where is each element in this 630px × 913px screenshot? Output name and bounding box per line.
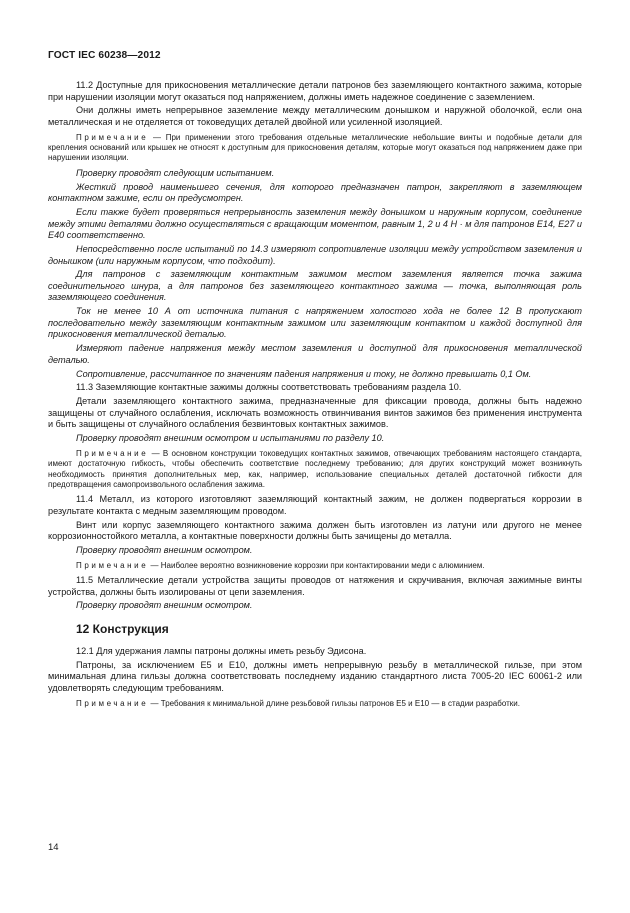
note-text: — В основном конструкции токоведущих контактных зажимов, отвечающих требованиям настоящего стандарта, имеют достаточную гибкость, чтобы обеспечить соответствие последнему требованию; для других конструкций может возникнуть необходимость принятия дополнительных мер, как, например, использование специальных деталей достаточной гибкости для предотвращения самопроизвольного ослабления зажима. xyxy=(48,448,582,489)
test-paragraph: Жесткий провод наименьшего сечения, для которого предназначен патрон, закрепляют в заземляющем контактном зажиме, если он предусмотрен. xyxy=(48,181,582,204)
page-number: 14 xyxy=(48,842,59,853)
note-label: Примечание xyxy=(76,698,149,708)
test-paragraph: Проверку проводят внешним осмотром и испытаниями по разделу 10. xyxy=(76,433,385,444)
clause-11-3: 11.3 Заземляющие контактные зажимы должны соответствовать требованиям раздела 10. xyxy=(76,382,462,393)
note-text: — При применении этого требования отдельные металлические небольшие винты и подобные детали для крепления оснований или крышек не относят к доступным для прикосновения деталям, которые могут оказаться под напряжением даже при нарушении изоляции. xyxy=(48,132,582,163)
note-text: — Требования к минимальной длине резьбовой гильзы патронов E5 и E10 — в стадии разработки. xyxy=(148,698,520,708)
note xyxy=(48,133,582,164)
test-paragraph: Сопротивление, рассчитанное по значениям падения напряжения и току, не должно превышать 0,1 Ом. xyxy=(76,368,532,379)
clause-11-4: 11.4 Металл, из которого изготовляют заземляющий контактный зажим, не должен подвергаться коррозии в результате контакта с медным заземляющим проводом. xyxy=(48,494,582,516)
paragraph: Они должны иметь непрерывное заземление между металлическим донышком и наружной оболочкой, если она металлическая и не отделяется от токоведущих деталей двойной или усиленной изоляцией. xyxy=(48,105,582,127)
test-paragraph: Измеряют падение напряжения между местом заземления и доступной для прикосновения металлической деталью. xyxy=(48,343,582,365)
clause-12-1: 12.1 Для удержания лампы патроны должны иметь резьбу Эдисона. xyxy=(76,646,367,657)
test-paragraph: Если также будет проверяться непрерывность заземления между донышком и наружным корпусом, соединение между этими деталями должно осуществляться с вращающим моментом, равным 1, 2 и 4 Н · м для патронов E14, E27 и E40 соответственно. xyxy=(48,206,582,241)
note-label: Примечание xyxy=(76,448,149,458)
section-heading: 12 Конструкция xyxy=(76,622,169,637)
note xyxy=(48,449,582,491)
test-paragraph: Непосредственно после испытаний по 14.3 измеряют сопротивление изоляции между устройством заземления и донышком (или наружным корпусом, что подходит). xyxy=(48,243,582,266)
note-text: — Наиболее вероятно возникновение коррозии при контактировании меди с алюминием. xyxy=(148,560,485,570)
running-header: ГОСТ IEC 60238—2012 xyxy=(48,50,161,61)
paragraph: Детали заземляющего контактного зажима, предназначенные для фиксации провода, должны быть надежно защищены от случайного ослабления, исключать возможность отвинчивания винтов зажимов без применения инструмента и быть защищены от случайного ослабления безвинтовых контактных зажимов. xyxy=(48,396,582,430)
page-body xyxy=(48,80,582,713)
note xyxy=(48,561,582,571)
note-label: Примечание xyxy=(76,132,149,142)
test-paragraph: Проверку проводят внешним осмотром. xyxy=(76,545,253,556)
clause-11-5: 11.5 Металлические детали устройства защиты проводов от натяжения и скручивания, включая зажимные винты устройства, должны быть изолированы от цепи заземления. xyxy=(48,575,582,597)
note-label: Примечание xyxy=(76,560,149,570)
test-paragraph: Проверку проводят следующим испытанием. xyxy=(76,167,275,178)
paragraph: Винт или корпус заземляющего контактного зажима должен быть изготовлен из латуни или другого не менее коррозионностойкого металла, а контактные поверхности должны быть зачищены до металла. xyxy=(48,519,582,542)
test-paragraph: Для патронов с заземляющим контактным зажимом местом заземления является точка зажима соединительного шнура, а для патронов без заземляющего контактного зажима — точка, выполняющая роль заземляющего соединения. xyxy=(48,269,582,303)
test-paragraph: Проверку проводят внешним осмотром. xyxy=(76,600,253,611)
test-paragraph: Ток не менее 10 А от источника питания с напряжением холостого хода не более 12 В пропускают последовательно между заземляющим контактным зажимом или заземляющим контактом и каждой доступной для прикосновения металлической деталью. xyxy=(48,306,582,340)
paragraph: Патроны, за исключением E5 и E10, должны иметь непрерывную резьбу в металлической гильзе, при этом минимальная длина гильзы должна соответствовать последнему изданию стандартного листа 7005-20 IEC 60061-2 или удовлетворять следующим требованиям. xyxy=(48,659,582,694)
clause-11-2: 11.2 Доступные для прикосновения металлические детали патронов без заземляющего контактного зажима, которые при нарушении изоляции могут оказаться под напряжением, должны иметь надежное соединение с заземлением. xyxy=(48,80,582,102)
note xyxy=(48,699,582,709)
